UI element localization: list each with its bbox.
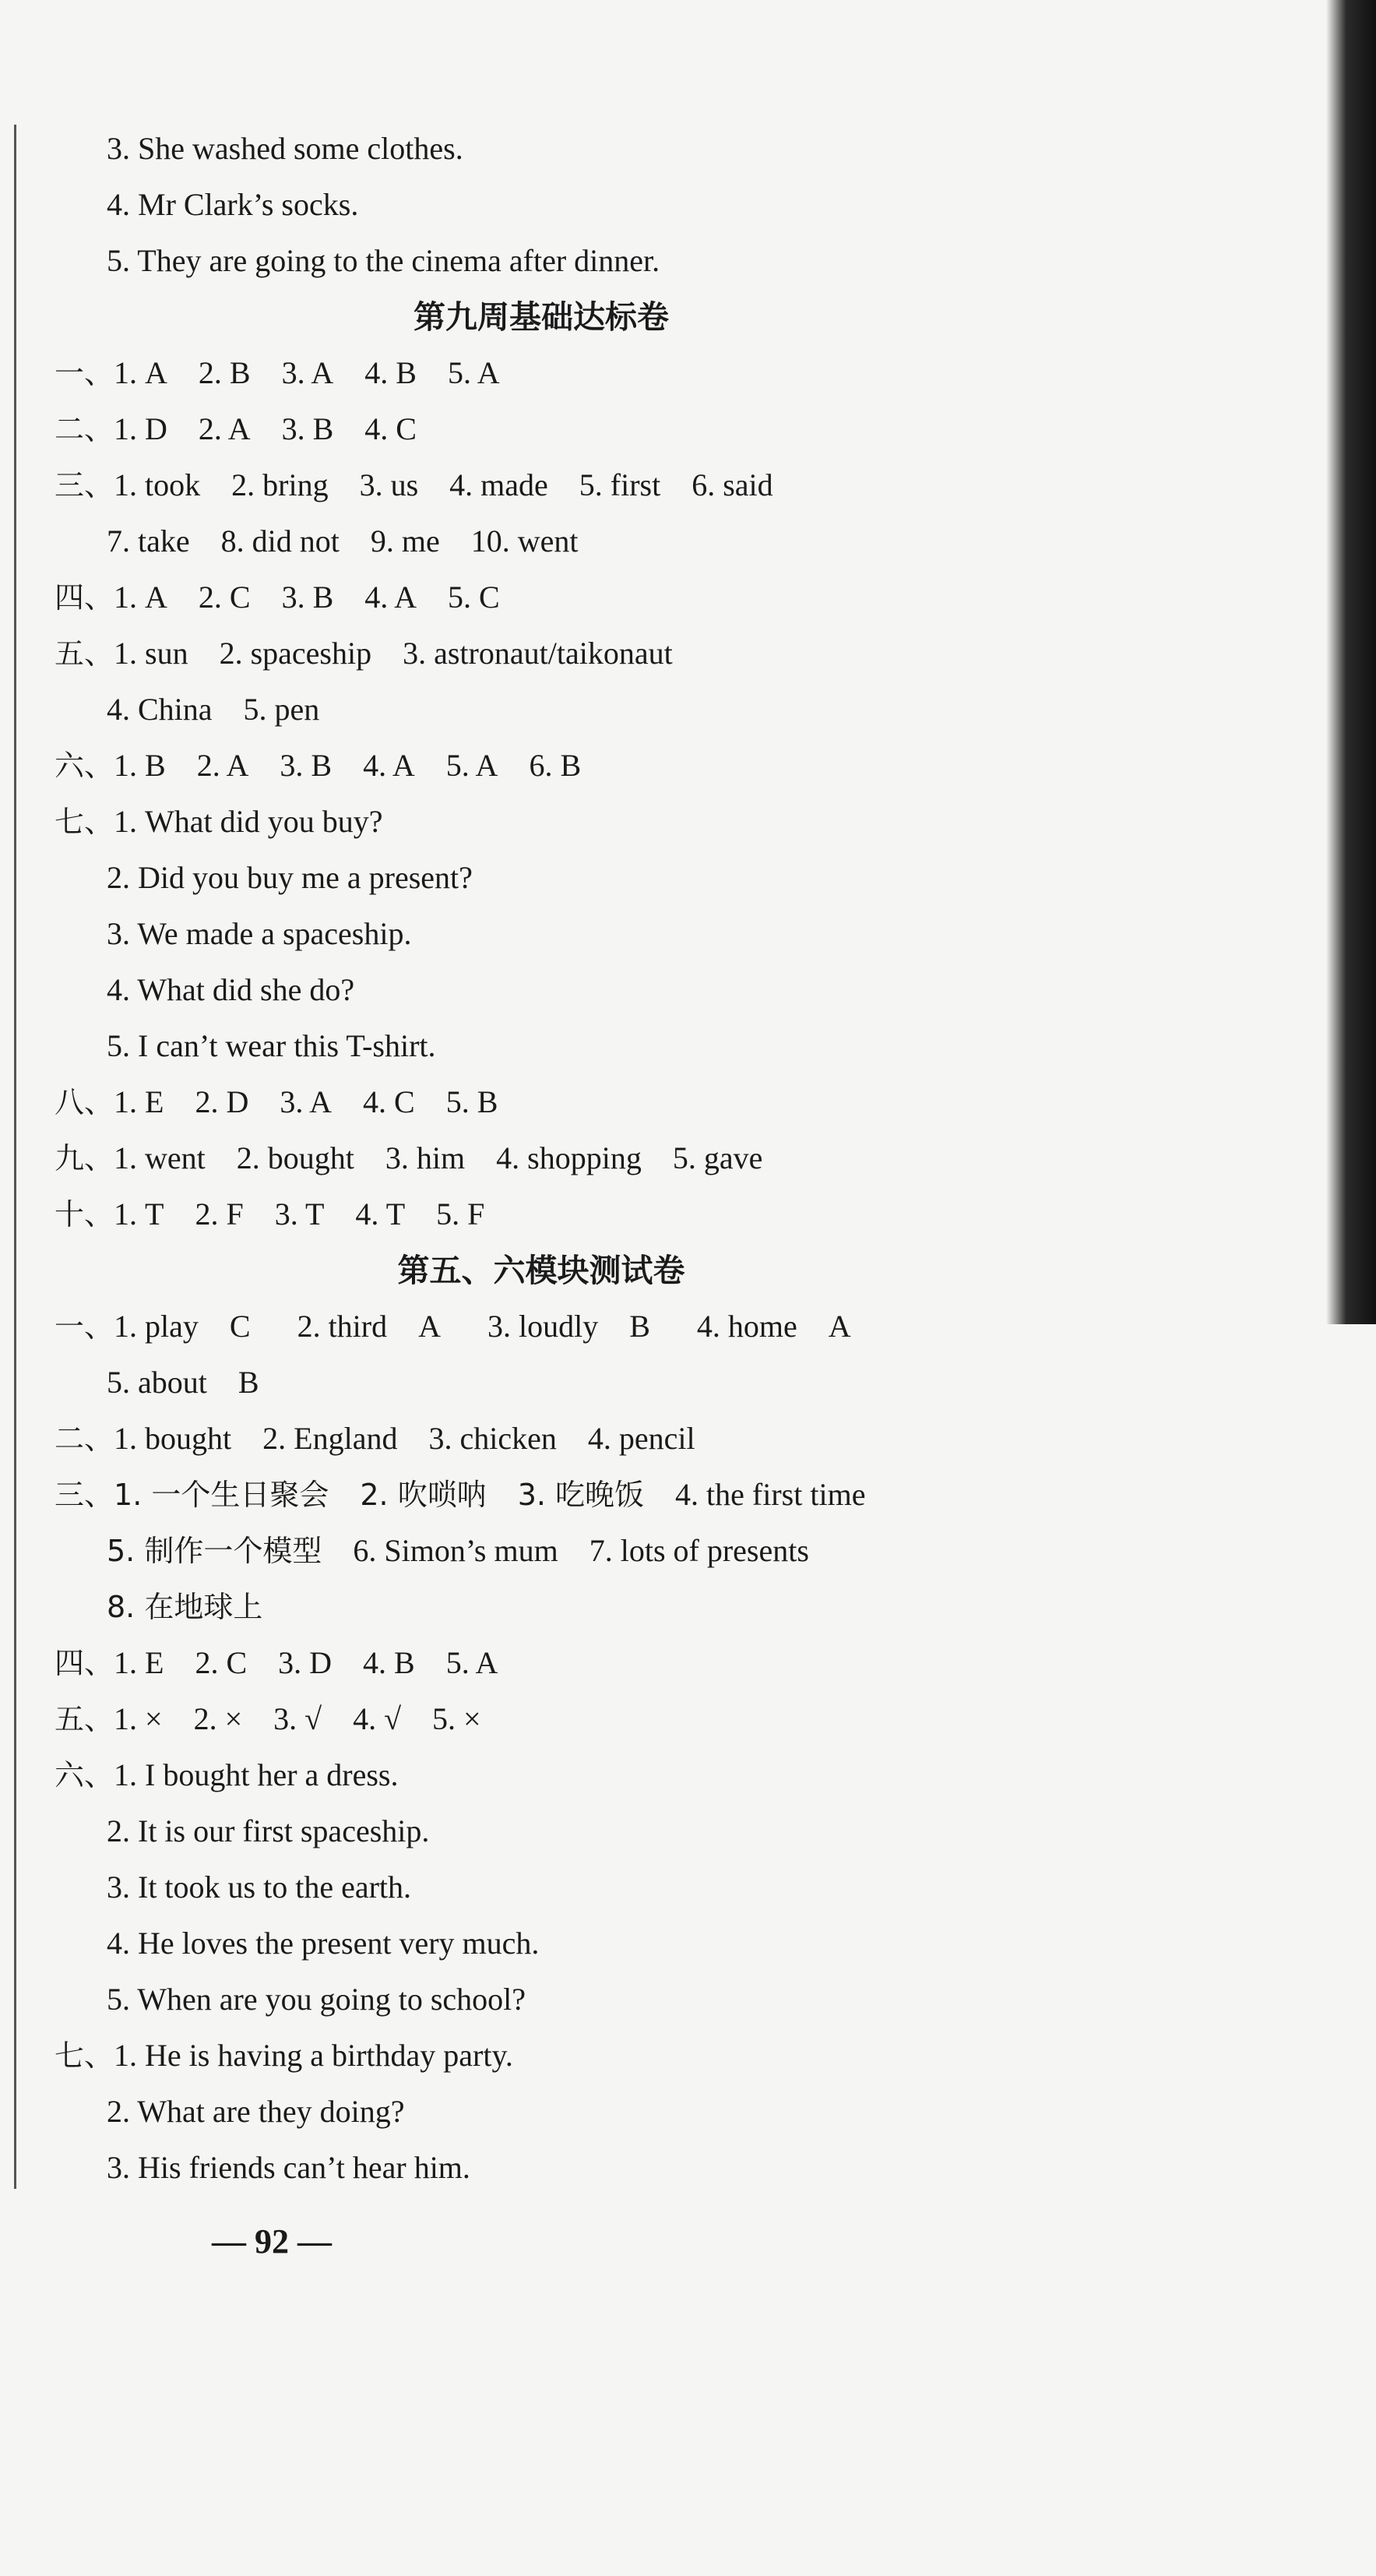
answer-line: 2. What are they doing? bbox=[107, 2094, 405, 2129]
answer-line: 5. When are you going to school? bbox=[107, 1982, 526, 2017]
answer-row bbox=[107, 1579, 294, 1635]
answer-row bbox=[55, 569, 531, 625]
answer-item: 1. What did you buy? bbox=[114, 804, 383, 839]
answer-row bbox=[55, 1299, 898, 1355]
answer-item: 4. √ bbox=[353, 1701, 402, 1736]
answer-item: 5. F bbox=[436, 1196, 485, 1232]
answer-item: 2. bought bbox=[236, 1140, 354, 1175]
answer-item: 1. E bbox=[114, 1645, 164, 1680]
answer-line: 4. He loves the present very much. bbox=[107, 1926, 540, 1961]
answer-item: 5. A bbox=[445, 748, 498, 783]
answer-item: 4. pencil bbox=[587, 1421, 695, 1456]
answer-row bbox=[55, 794, 383, 850]
answer-item: 5. 制作一个模型 bbox=[107, 1534, 322, 1568]
answer-item: 2. C bbox=[198, 580, 251, 615]
answer-item: 3. him bbox=[385, 1140, 466, 1175]
answer-item: 1. He is having a birthday party. bbox=[114, 2038, 513, 2073]
answer-item: 2. A bbox=[196, 748, 249, 783]
answer-item: 1. sun bbox=[114, 636, 188, 671]
answer-line: 3. We made a spaceship. bbox=[107, 916, 412, 951]
answer-item: 1. I bought her a dress. bbox=[114, 1757, 399, 1792]
answer-row bbox=[55, 1747, 398, 1803]
answer-item: 10. went bbox=[470, 523, 579, 559]
section-label: 九、 bbox=[55, 1141, 114, 1175]
section-label: 六、 bbox=[55, 1758, 114, 1792]
answer-item: 3. 吃晚饭 bbox=[517, 1478, 645, 1512]
answer-item: 2. third A bbox=[297, 1309, 441, 1344]
answer-row bbox=[55, 738, 612, 794]
answer-item: 3. chicken bbox=[428, 1421, 557, 1456]
section-label: 十、 bbox=[55, 1197, 114, 1232]
answer-item: 3. astronaut/taikonaut bbox=[403, 636, 673, 671]
answer-row bbox=[55, 2028, 513, 2084]
page-number: — 92 — bbox=[212, 2222, 332, 2261]
answer-item: 3. B bbox=[281, 580, 334, 615]
answer-item: 4. China bbox=[107, 692, 213, 727]
answer-item: 5. pen bbox=[243, 692, 320, 727]
answer-row bbox=[55, 1186, 516, 1242]
section-label: 八、 bbox=[55, 1085, 114, 1119]
answer-item: 2. × bbox=[193, 1701, 243, 1736]
scan-shadow-edge bbox=[1326, 0, 1376, 1324]
answer-item: 4. B bbox=[363, 1645, 415, 1680]
answer-row bbox=[107, 513, 610, 569]
answer-item: 3. D bbox=[278, 1645, 333, 1680]
answer-item: 4. A bbox=[363, 748, 415, 783]
answer-item: 2. B bbox=[198, 355, 251, 390]
section-label: 四、 bbox=[55, 1646, 114, 1680]
answer-item: 5. about B bbox=[107, 1365, 259, 1400]
section-label: 一、 bbox=[55, 356, 114, 390]
answer-item: 4. shopping bbox=[496, 1140, 642, 1175]
answer-item: 5. C bbox=[447, 580, 500, 615]
answer-line: 5. I can’t wear this T-shirt. bbox=[107, 1028, 436, 1063]
answer-item: 6. said bbox=[692, 467, 773, 502]
section-label: 五、 bbox=[55, 1702, 114, 1736]
answer-row bbox=[55, 1691, 512, 1747]
answer-line: 3. She washed some clothes. bbox=[107, 131, 463, 166]
answer-item: 1. E bbox=[114, 1084, 164, 1119]
section-label: 二、 bbox=[55, 1422, 114, 1456]
answer-item: 1. A bbox=[114, 580, 167, 615]
answer-item: 1. 一个生日聚会 bbox=[114, 1478, 329, 1512]
answer-item: 3. √ bbox=[273, 1701, 322, 1736]
answer-item: 1. D bbox=[114, 411, 167, 446]
answer-item: 1. A bbox=[114, 355, 167, 390]
answer-item: 3. A bbox=[281, 355, 334, 390]
answer-row bbox=[55, 625, 704, 682]
answer-line: 3. His friends can’t hear him. bbox=[107, 2150, 470, 2185]
section-label: 六、 bbox=[55, 749, 114, 783]
answer-item: 2. 吹唢呐 bbox=[360, 1478, 487, 1512]
answer-item: 1. took bbox=[114, 467, 201, 502]
section-heading: 第九周基础达标卷 bbox=[414, 298, 669, 336]
answer-row bbox=[55, 457, 804, 513]
answer-item: 3. us bbox=[359, 467, 419, 502]
answer-line: 4. What did she do? bbox=[107, 972, 355, 1007]
answer-item: 5. × bbox=[432, 1701, 481, 1736]
section-label: 七、 bbox=[55, 2039, 114, 2073]
answer-item: 3. B bbox=[280, 748, 333, 783]
answer-item: 2. bring bbox=[231, 467, 329, 502]
answer-row bbox=[55, 345, 531, 401]
answer-item: 6. Simon’s mum bbox=[353, 1533, 558, 1568]
answer-item: 1. × bbox=[114, 1701, 163, 1736]
answer-row bbox=[55, 1411, 727, 1467]
answer-item: 7. take bbox=[107, 523, 190, 559]
answer-item: 8. did not bbox=[220, 523, 340, 559]
answer-row bbox=[55, 1074, 529, 1130]
answer-row bbox=[107, 682, 350, 738]
answer-item: 5. A bbox=[447, 355, 500, 390]
answer-item: 1. play C bbox=[114, 1309, 251, 1344]
answer-item: 1. B bbox=[114, 748, 166, 783]
answer-item: 4. made bbox=[449, 467, 548, 502]
answer-item: 5. B bbox=[445, 1084, 498, 1119]
answer-item: 4. C bbox=[364, 411, 417, 446]
answer-item: 3. T bbox=[274, 1196, 325, 1232]
answer-item: 2. D bbox=[195, 1084, 249, 1119]
answer-line: 3. It took us to the earth. bbox=[107, 1869, 412, 1905]
answer-item: 9. me bbox=[370, 523, 440, 559]
answer-line: 5. They are going to the cinema after dinner. bbox=[107, 243, 660, 278]
section-label: 三、 bbox=[55, 468, 114, 502]
section-label: 一、 bbox=[55, 1309, 114, 1344]
answer-item: 7. lots of presents bbox=[589, 1533, 809, 1568]
answer-item: 5. first bbox=[579, 467, 661, 502]
answer-row bbox=[55, 401, 448, 457]
answer-item: 2. England bbox=[262, 1421, 398, 1456]
answer-item: 4. A bbox=[364, 580, 417, 615]
section-label: 三、 bbox=[55, 1478, 114, 1512]
section-label: 七、 bbox=[55, 805, 114, 839]
answer-row bbox=[107, 1355, 290, 1411]
answer-line: 2. It is our first spaceship. bbox=[107, 1813, 430, 1848]
answer-item: 2. F bbox=[195, 1196, 244, 1232]
section-label: 五、 bbox=[55, 636, 114, 671]
answer-item: 5. gave bbox=[672, 1140, 763, 1175]
answer-line: 4. Mr Clark’s socks. bbox=[107, 187, 359, 222]
answer-row bbox=[55, 1130, 794, 1186]
answer-item: 6. B bbox=[529, 748, 582, 783]
answer-item: 2. C bbox=[195, 1645, 248, 1680]
section-label: 四、 bbox=[55, 580, 114, 615]
answer-item: 4. B bbox=[364, 355, 417, 390]
answer-item: 4. the first time bbox=[675, 1477, 866, 1512]
answer-item: 2. spaceship bbox=[219, 636, 372, 671]
answer-item: 1. T bbox=[114, 1196, 164, 1232]
answer-row bbox=[107, 1523, 840, 1579]
answer-item: 2. A bbox=[198, 411, 251, 446]
answer-item: 8. 在地球上 bbox=[107, 1590, 263, 1624]
answer-row bbox=[55, 1635, 529, 1691]
answer-item: 1. bought bbox=[114, 1421, 232, 1456]
answer-item: 4. T bbox=[355, 1196, 406, 1232]
answer-item: 4. C bbox=[363, 1084, 415, 1119]
answer-item: 1. went bbox=[114, 1140, 206, 1175]
binding-rule bbox=[14, 125, 16, 2189]
answer-line: 2. Did you buy me a present? bbox=[107, 860, 473, 895]
section-heading: 第五、六模块测试卷 bbox=[397, 1252, 685, 1289]
answer-item: 3. loudly B bbox=[487, 1309, 650, 1344]
answer-item: 3. B bbox=[281, 411, 334, 446]
answer-item: 5. A bbox=[445, 1645, 498, 1680]
answer-item: 4. home A bbox=[696, 1309, 851, 1344]
answer-row bbox=[55, 1467, 896, 1523]
answer-item: 3. A bbox=[280, 1084, 333, 1119]
section-label: 二、 bbox=[55, 412, 114, 446]
